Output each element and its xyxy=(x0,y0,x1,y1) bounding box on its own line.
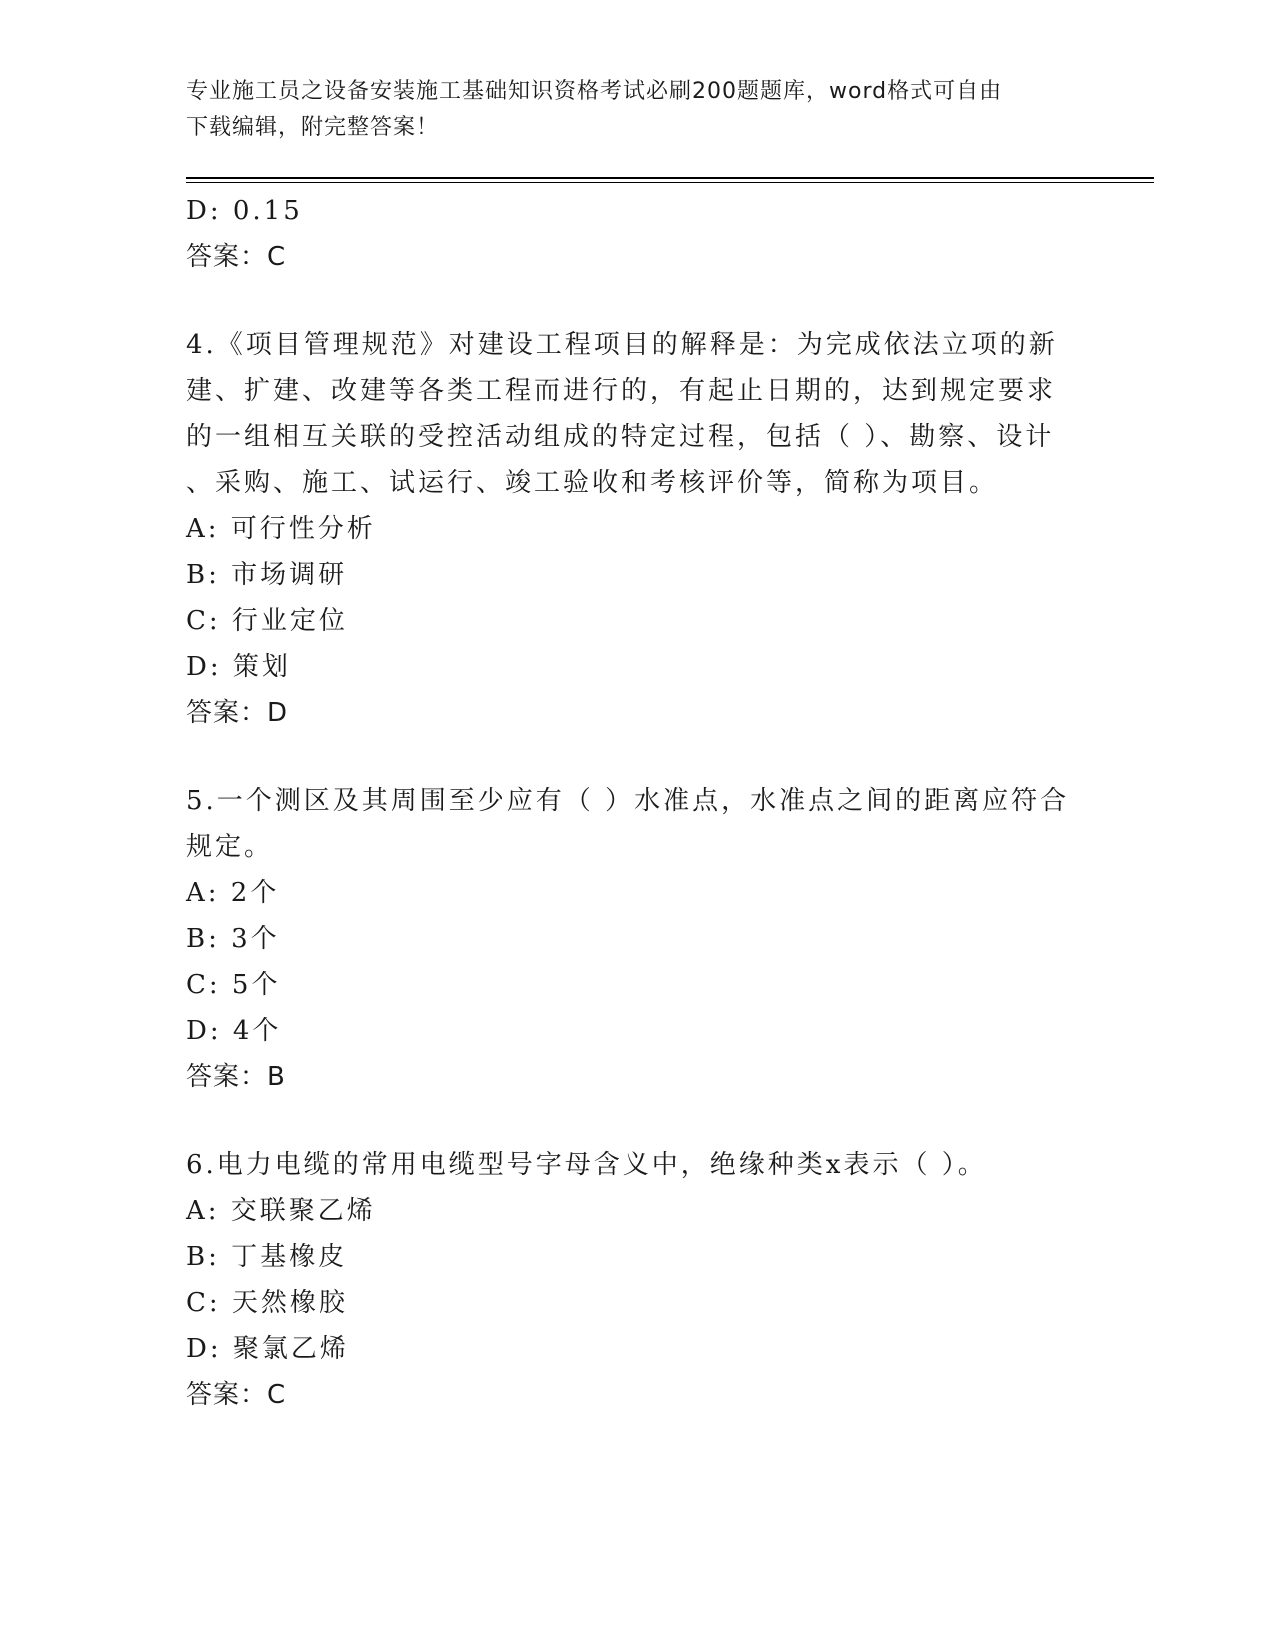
answer: 答案：C xyxy=(186,1380,287,1410)
option-d: D: 4个 xyxy=(186,1016,282,1046)
header-title-line-2: 下载编辑，附完整答案！ xyxy=(186,115,440,140)
question-stem-line: 4.《项目管理规范》对建设工程项目的解释是：为完成依法立项的新 xyxy=(186,330,1058,360)
answer: 答案：C xyxy=(186,242,287,272)
question-content xyxy=(186,188,1086,1418)
question-3-tail xyxy=(186,188,1086,280)
question-5 xyxy=(186,778,1086,1100)
question-6 xyxy=(186,1142,1086,1418)
option-b: B: 丁基橡皮 xyxy=(186,1242,348,1272)
option-d: D: 策划 xyxy=(186,652,291,682)
option-b: B: 市场调研 xyxy=(186,560,348,590)
option-c: C: 5个 xyxy=(186,970,281,1000)
option-c: C: 行业定位 xyxy=(186,606,348,636)
question-stem-line: 、采购、施工、试运行、竣工验收和考核评价等，简称为项目。 xyxy=(186,468,999,498)
question-stem-line: 规定。 xyxy=(186,832,274,862)
option-a: A: 2个 xyxy=(186,878,280,908)
question-4 xyxy=(186,322,1086,736)
page-header xyxy=(186,74,1076,146)
option-a: A: 可行性分析 xyxy=(186,514,376,544)
question-stem-line: 的一组相互关联的受控活动组成的特定过程，包括（ ）、勘察、设计 xyxy=(186,422,1055,452)
option-d: D: 聚氯乙烯 xyxy=(186,1334,349,1364)
option-d: D: 0.15 xyxy=(186,196,303,226)
answer: 答案：B xyxy=(186,1062,286,1092)
header-rule-thin xyxy=(186,182,1154,183)
question-stem-line: 6.电力电缆的常用电缆型号字母含义中，绝缘种类x表示（ ）。 xyxy=(186,1150,987,1180)
option-c: C: 天然橡胶 xyxy=(186,1288,348,1318)
header-rule-thick xyxy=(186,177,1154,179)
answer: 答案：D xyxy=(186,698,289,728)
option-b: B: 3个 xyxy=(186,924,280,954)
header-title-line-1: 专业施工员之设备安装施工基础知识资格考试必刷200题题库，word格式可自由 xyxy=(186,79,1003,104)
question-stem-line: 建、扩建、改建等各类工程而进行的，有起止日期的，达到规定要求 xyxy=(186,376,1057,406)
option-a: A: 交联聚乙烯 xyxy=(186,1196,376,1226)
question-stem-line: 5.一个测区及其周围至少应有（ ）水准点，水准点之间的距离应符合 xyxy=(186,786,1070,816)
